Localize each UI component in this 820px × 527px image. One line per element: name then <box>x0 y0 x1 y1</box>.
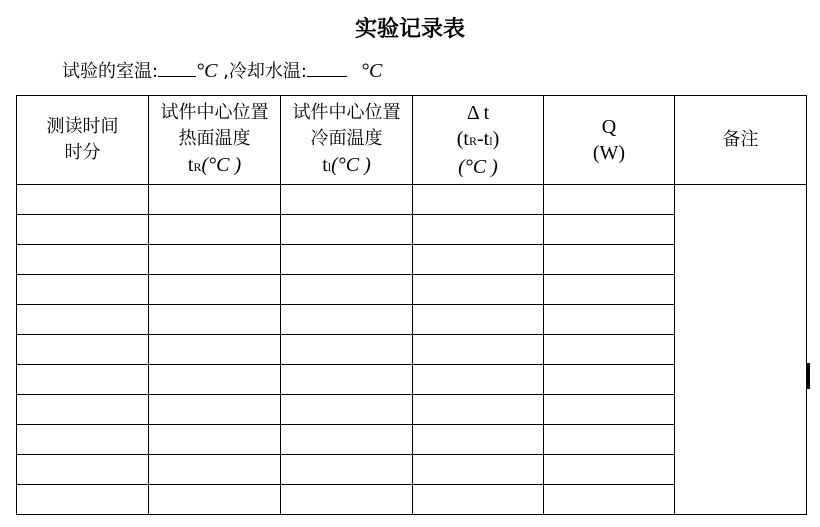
header-cold-line2: 冷面温度 <box>310 128 383 149</box>
header-hot-line1: 试件中心位置 <box>160 102 269 123</box>
table-cell[interactable] <box>544 485 675 515</box>
header-delta-line3: (°C ) <box>458 156 498 178</box>
table-cell[interactable] <box>413 185 544 215</box>
header-hot-line3: tR(°C ) <box>187 154 242 176</box>
text-cursor-mark <box>807 363 810 389</box>
cooling-water-label: 冷却水温: <box>228 61 307 82</box>
table-cell[interactable] <box>544 305 675 335</box>
table-cell[interactable] <box>149 365 281 395</box>
table-cell[interactable] <box>413 425 544 455</box>
header-time <box>17 96 149 185</box>
record-table <box>16 95 807 515</box>
table-cell[interactable] <box>413 395 544 425</box>
cooling-water-blank[interactable] <box>307 58 347 77</box>
header-cold-temp <box>281 96 413 185</box>
table-cell[interactable] <box>149 485 281 515</box>
table-cell[interactable] <box>17 485 149 515</box>
table-cell[interactable] <box>413 215 544 245</box>
table-cell[interactable] <box>17 425 149 455</box>
header-time-line2: 时分 <box>64 142 101 163</box>
table-cell[interactable] <box>17 215 149 245</box>
table-cell[interactable] <box>281 485 413 515</box>
table-cell[interactable] <box>544 455 675 485</box>
cooling-water-unit: °C <box>360 60 383 82</box>
header-cold-line1: 试件中心位置 <box>292 102 401 123</box>
table-cell[interactable] <box>17 335 149 365</box>
table-cell[interactable] <box>413 305 544 335</box>
header-remarks <box>675 96 807 185</box>
table-cell[interactable] <box>281 395 413 425</box>
room-temp-label: 试验的室温: <box>62 61 159 82</box>
table-cell[interactable] <box>281 425 413 455</box>
table-cell[interactable] <box>281 215 413 245</box>
remarks-cell[interactable] <box>675 185 807 515</box>
table-cell[interactable] <box>413 455 544 485</box>
table-cell[interactable] <box>149 275 281 305</box>
table-cell[interactable] <box>544 215 675 245</box>
table-cell[interactable] <box>149 335 281 365</box>
table-row <box>17 185 807 215</box>
table-cell[interactable] <box>17 185 149 215</box>
table-cell[interactable] <box>149 425 281 455</box>
table-cell[interactable] <box>281 455 413 485</box>
table-cell[interactable] <box>544 365 675 395</box>
table-cell[interactable] <box>281 275 413 305</box>
table-cell[interactable] <box>149 245 281 275</box>
room-temp-unit: °C <box>196 60 218 82</box>
table-cell[interactable] <box>413 275 544 305</box>
page-title: 实验记录表 <box>354 17 465 42</box>
table-cell[interactable] <box>544 425 675 455</box>
table-cell[interactable] <box>149 395 281 425</box>
table-cell[interactable] <box>413 335 544 365</box>
header-remarks-label: 备注 <box>722 129 759 150</box>
header-q-line2: (W) <box>592 142 626 164</box>
table-cell[interactable] <box>17 305 149 335</box>
table-cell[interactable] <box>544 335 675 365</box>
table-cell[interactable] <box>281 245 413 275</box>
table-cell[interactable] <box>281 305 413 335</box>
table-cell[interactable] <box>17 365 149 395</box>
table-cell[interactable] <box>544 395 675 425</box>
header-delta-line2: (tR-tl) <box>456 128 500 150</box>
table-cell[interactable] <box>149 215 281 245</box>
table-cell[interactable] <box>413 245 544 275</box>
room-temp-blank[interactable] <box>158 58 196 77</box>
table-cell[interactable] <box>281 185 413 215</box>
table-cell[interactable] <box>544 245 675 275</box>
header-hot-line2: 热面温度 <box>178 128 251 149</box>
table-cell[interactable] <box>149 455 281 485</box>
record-body <box>17 185 807 515</box>
header-cold-line3: tl(°C ) <box>322 154 371 176</box>
table-cell[interactable] <box>149 305 281 335</box>
table-cell[interactable] <box>281 335 413 365</box>
table-cell[interactable] <box>17 395 149 425</box>
table-cell[interactable] <box>149 185 281 215</box>
header-q <box>544 96 675 185</box>
conditions-line <box>62 57 382 83</box>
separator: , <box>217 61 229 82</box>
table-cell[interactable] <box>281 365 413 395</box>
table-cell[interactable] <box>17 245 149 275</box>
table-cell[interactable] <box>544 275 675 305</box>
header-delta-line1: Δ t <box>466 102 490 124</box>
table-cell[interactable] <box>413 365 544 395</box>
table-cell[interactable] <box>17 455 149 485</box>
header-row <box>17 96 807 185</box>
header-time-line1: 测读时间 <box>46 116 119 137</box>
table-cell[interactable] <box>17 275 149 305</box>
table-cell[interactable] <box>544 185 675 215</box>
header-q-line1: Q <box>601 116 617 138</box>
table-cell[interactable] <box>413 485 544 515</box>
header-hot-temp <box>149 96 281 185</box>
header-delta-t <box>413 96 544 185</box>
